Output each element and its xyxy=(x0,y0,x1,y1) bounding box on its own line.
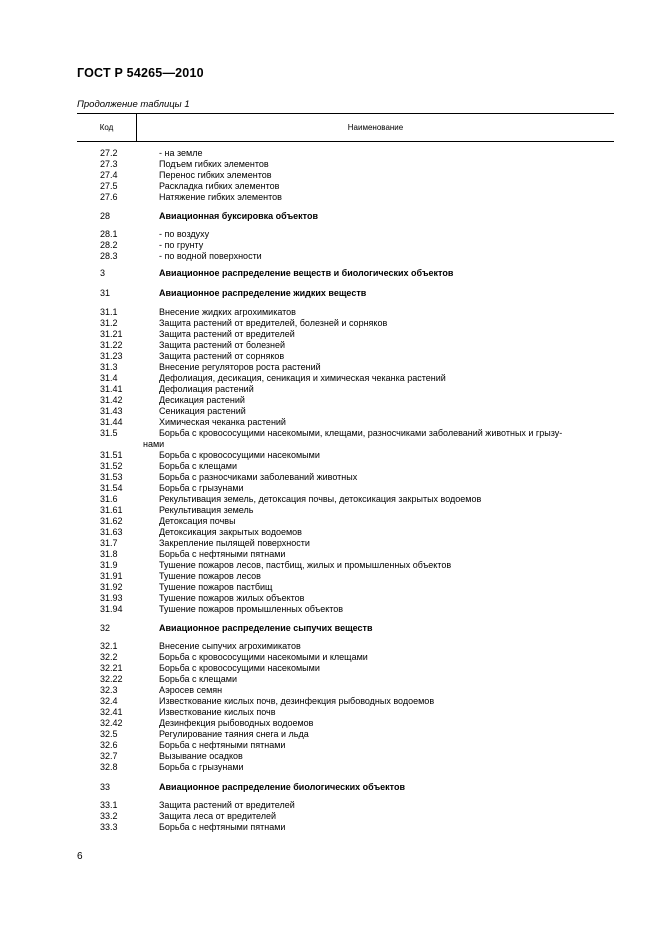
row-code: 27.4 xyxy=(100,170,118,180)
row-name: Детоксикация закрытых водоемов xyxy=(159,527,302,537)
row-code: 27.6 xyxy=(100,192,118,202)
row-code: 31.3 xyxy=(100,362,118,372)
row-code: 31.44 xyxy=(100,417,123,427)
table-row xyxy=(0,623,661,635)
row-name: Тушение пожаров лесов xyxy=(159,571,261,581)
row-name: - по воздуху xyxy=(159,229,210,239)
row-name: Внесение регуляторов роста растений xyxy=(159,362,321,372)
row-code: 31.61 xyxy=(100,505,123,515)
row-name: Закрепление пылящей поверхности xyxy=(159,538,310,548)
row-code: 31.5 xyxy=(100,428,118,438)
row-code: 31.52 xyxy=(100,461,123,471)
row-name: Рекультивация земель xyxy=(159,505,254,515)
row-code: 32.7 xyxy=(100,751,118,761)
row-code: 28.1 xyxy=(100,229,118,239)
row-code: 32.22 xyxy=(100,674,123,684)
row-name: Борьба с кровососущими насекомыми xyxy=(159,663,320,673)
row-name: Внесение жидких агрохимикатов xyxy=(159,307,296,317)
row-name: Борьба с нефтяными пятнами xyxy=(159,549,286,559)
row-name: Подъем гибких элементов xyxy=(159,159,269,169)
row-name: Известкование кислых почв xyxy=(159,707,276,717)
row-code: 31.7 xyxy=(100,538,118,548)
row-name-continuation: нами xyxy=(143,439,165,449)
row-name: Борьба с клещами xyxy=(159,674,237,684)
row-code: 32.6 xyxy=(100,740,118,750)
row-code: 31.63 xyxy=(100,527,123,537)
row-name: Детоксация почвы xyxy=(159,516,236,526)
row-name: Защита растений от болезней xyxy=(159,340,286,350)
row-code: 28.3 xyxy=(100,251,118,261)
row-name: - по грунту xyxy=(159,240,204,250)
row-code: 31.23 xyxy=(100,351,123,361)
page-number: 6 xyxy=(77,851,83,862)
row-code: 31.92 xyxy=(100,582,123,592)
row-code: 31.43 xyxy=(100,406,123,416)
row-code: 32.42 xyxy=(100,718,123,728)
row-code: 31.51 xyxy=(100,450,123,460)
row-name: Химическая чеканка растений xyxy=(159,417,286,427)
row-code: 33.2 xyxy=(100,811,118,821)
row-name: Десикация растений xyxy=(159,395,245,405)
row-name: Борьба с кровососущими насекомыми, клещами, разносчиками заболеваний животных и грызу- xyxy=(159,428,563,438)
row-name: Тушение пожаров жилых объектов xyxy=(159,593,305,603)
row-name: Вызывание осадков xyxy=(159,751,243,761)
row-code: 27.5 xyxy=(100,181,118,191)
row-name: Натяжение гибких элементов xyxy=(159,192,282,202)
row-code: 33 xyxy=(100,782,111,792)
row-name: Борьба с разносчиками заболеваний животных xyxy=(159,472,358,482)
row-code: 31.42 xyxy=(100,395,123,405)
row-code: 31.41 xyxy=(100,384,123,394)
row-name: Борьба с кровососущими насекомыми и клещами xyxy=(159,652,368,662)
row-name: Тушение пожаров промышленных объектов xyxy=(159,604,344,614)
row-name: Сеникация растений xyxy=(159,406,246,416)
row-name: Борьба с клещами xyxy=(159,461,237,471)
row-name: Защита растений от вредителей xyxy=(159,800,295,810)
column-header-name: Наименование xyxy=(347,123,404,132)
document-header: ГОСТ Р 54265—2010 xyxy=(77,66,204,80)
row-code: 27.2 xyxy=(100,148,118,158)
row-name: Регулирование таяния снега и льда xyxy=(159,729,309,739)
row-code: 31.62 xyxy=(100,516,123,526)
row-name: Борьба с грызунами xyxy=(159,762,244,772)
row-code: 31.54 xyxy=(100,483,123,493)
row-code: 31.9 xyxy=(100,560,118,570)
row-name: Авиационное распределение жидких веществ xyxy=(159,288,367,298)
row-name: Дезинфекция рыбоводных водоемов xyxy=(159,718,314,728)
row-code: 32.3 xyxy=(100,685,118,695)
table-row xyxy=(0,288,661,300)
row-code: 31.6 xyxy=(100,494,118,504)
row-name: Защита леса от вредителей xyxy=(159,811,276,821)
row-name: Внесение сыпучих агрохимикатов xyxy=(159,641,301,651)
row-name: Защита растений от вредителей xyxy=(159,329,295,339)
column-header-code: Код xyxy=(99,123,114,132)
row-name: Дефолиация растений xyxy=(159,384,254,394)
row-code: 32 xyxy=(100,623,111,633)
row-name: Тушение пожаров лесов, пастбищ, жилых и промышленных объектов xyxy=(159,560,452,570)
row-name: Тушение пожаров пастбищ xyxy=(159,582,273,592)
row-code: 31.93 xyxy=(100,593,123,603)
row-code: 3 xyxy=(100,268,106,278)
row-name: Авиационная буксировка объектов xyxy=(159,211,318,221)
row-name: Авиационное распределение сыпучих веществ xyxy=(159,623,373,633)
table-caption: Продолжение таблицы 1 xyxy=(77,99,190,110)
row-code: 28 xyxy=(100,211,111,221)
table-row xyxy=(0,822,661,834)
row-name: Защита растений от сорняков xyxy=(159,351,285,361)
row-name: Авиационное распределение биологических объектов xyxy=(159,782,405,792)
table-row xyxy=(0,604,661,616)
row-name: Перенос гибких элементов xyxy=(159,170,272,180)
row-name: - по водной поверхности xyxy=(159,251,262,261)
row-code: 31.53 xyxy=(100,472,123,482)
row-code: 33.3 xyxy=(100,822,118,832)
row-name: - на земле xyxy=(159,148,203,158)
row-code: 28.2 xyxy=(100,240,118,250)
row-code: 33.1 xyxy=(100,800,118,810)
row-name: Борьба с нефтяными пятнами xyxy=(159,740,286,750)
row-name: Борьба с нефтяными пятнами xyxy=(159,822,286,832)
row-name: Известкование кислых почв, дезинфекция рыбоводных водоемов xyxy=(159,696,435,706)
row-code: 32.1 xyxy=(100,641,118,651)
table-row xyxy=(0,211,661,223)
row-code: 32.5 xyxy=(100,729,118,739)
row-code: 32.8 xyxy=(100,762,118,772)
row-code: 31 xyxy=(100,288,111,298)
row-name: Рекультивация земель, детоксация почвы, детоксикация закрытых водоемов xyxy=(159,494,482,504)
row-code: 31.8 xyxy=(100,549,118,559)
row-name: Защита растений от вредителей, болезней и сорняков xyxy=(159,318,388,328)
table-row xyxy=(0,268,661,280)
row-code: 32.21 xyxy=(100,663,123,673)
row-code: 32.4 xyxy=(100,696,118,706)
row-name: Дефолиация, десикация, сеникация и химическая чеканка растений xyxy=(159,373,446,383)
row-code: 31.21 xyxy=(100,329,123,339)
row-name: Борьба с грызунами xyxy=(159,483,244,493)
row-name: Авиационное распределение веществ и биологических объектов xyxy=(159,268,454,278)
row-code: 31.2 xyxy=(100,318,118,328)
row-code: 31.4 xyxy=(100,373,118,383)
row-code: 31.22 xyxy=(100,340,123,350)
row-code: 31.91 xyxy=(100,571,123,581)
row-name: Аэросев семян xyxy=(159,685,223,695)
row-name: Раскладка гибких элементов xyxy=(159,181,280,191)
table-row xyxy=(0,762,661,774)
row-code: 32.2 xyxy=(100,652,118,662)
table-row xyxy=(0,251,661,263)
row-name: Борьба с кровососущими насекомыми xyxy=(159,450,320,460)
row-code: 32.41 xyxy=(100,707,123,717)
row-code: 31.94 xyxy=(100,604,123,614)
table-row xyxy=(0,782,661,794)
row-code: 27.3 xyxy=(100,159,118,169)
table-row xyxy=(0,428,661,451)
row-code: 31.1 xyxy=(100,307,118,317)
table-row xyxy=(0,192,661,204)
